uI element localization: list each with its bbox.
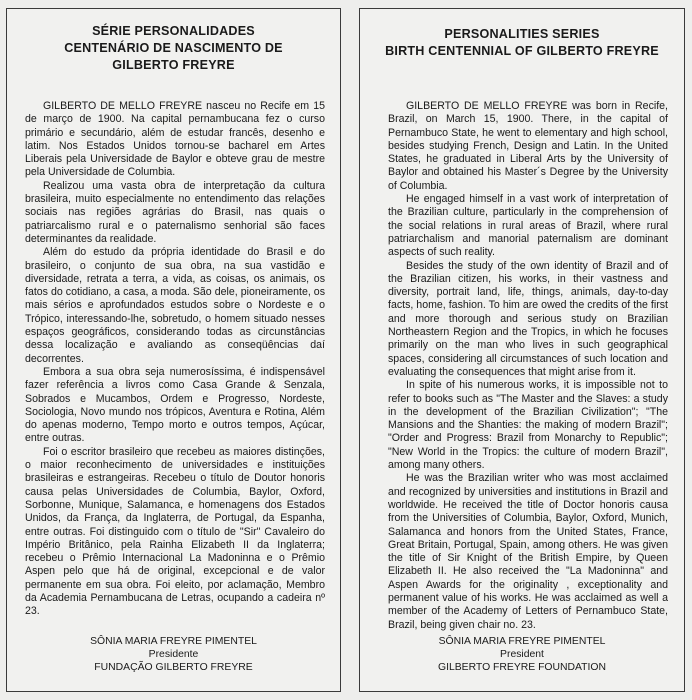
paragraph: Além do estudo da própria identidade do Brasil e do brasileiro, o conjunto de sua obra, na sua vastidão e diversidade, retrata a terra, a vida, as coisas, os animais, os fatos do cotidiano, a casa, a moda. São dele, pioneiramente, os mais sérios e aprofundados estudos sobre o Nordeste e o Trópico, interessando-lhe, sobretudo, o homem situado nesses espaços geográficos, considerando todas as circunstâncias dessa localização e avaliando as conseqüências daí decorrentes. [25, 246, 325, 365]
heading-line: SÉRIE PERSONALIDADES [92, 24, 255, 38]
signature-block [360, 635, 684, 674]
paragraph: He engaged himself in a vast work of interpretation of the Brazilian culture, particularly in the comprehension of the social relations in rural areas of Brazil, where rural patriarchalism and manorial paternalism are dominant aspects of such reality. [388, 193, 668, 259]
paragraph: Realizou uma vasta obra de interpretação da cultura brasileira, muito especialmente no entendimento das relações sociais nas regiões agrárias do Brasil, nas quais o patriarcalismo rural e o paternalismo senhorial são faces determinantes da realidade. [25, 179, 325, 245]
body-text [388, 100, 668, 632]
page-heading [360, 26, 684, 60]
paragraph: Foi o escritor brasileiro que recebeu as maiores distinções, o maior reconhecimento de universidades e instituições brasileiras e estrangeiras. Recebeu o título de Doutor honoris causa pelas Universidades de Columbia, Baylor, Oxford, Sorbonne, Munique, Salamanca, e homenagens dos Estados Unidos, da França, da Inglaterra, de Portugal, da Espanha, entre outras. Foi distinguido com o título de "Sir" Cavaleiro do Império Britânico, pela Rainha Elizabeth II da Inglaterra; recebeu o Prêmio Internacional La Madoninna e o Prêmio Aspen pelo que há de original, excepcional e de valor permanente em sua obra. Foi eleito, por aclamação, Membro da Academia Pernambucana de Letras, ocupando a cadeira nº 23. [25, 445, 325, 618]
signature-block [7, 635, 340, 674]
paragraph: GILBERTO DE MELLO FREYRE was born in Recife, Brazil, on March 15, 1900. There, in the capital of Pernambuco State, he went to elementary and high school, besides studying French, Design and Latin. In the United States, he graduated in Liberal Arts by the University of Baylor and obtained his Master´s Degree by the University of Columbia. [388, 100, 668, 192]
heading-line: BIRTH CENTENNIAL OF GILBERTO FREYRE [385, 44, 659, 58]
heading-line: PERSONALITIES SERIES [444, 27, 600, 41]
portuguese-page [6, 8, 341, 692]
signature-name: SÔNIA MARIA FREYRE PIMENTEL [90, 636, 257, 647]
english-page [359, 8, 685, 692]
heading-line: GILBERTO FREYRE [112, 58, 235, 72]
signature-role: Presidente [148, 649, 199, 660]
body-text [25, 100, 325, 619]
signature-org: FUNDAÇÃO GILBERTO FREYRE [94, 662, 253, 673]
signature-org: GILBERTO FREYRE FOUNDATION [437, 662, 606, 673]
signature-name: SÔNIA MARIA FREYRE PIMENTEL [438, 636, 606, 647]
paragraph: GILBERTO DE MELLO FREYRE nasceu no Recife em 15 de março de 1900. Na capital pernambucana fez o curso primário e secundário, além de estudar francês, desenho e latim. Nos Estados Unidos tornou-se bacharel em Artes Liberais pela Universidade de Baylor e obteve grau de mestre pela Universidade de Columbia. [25, 100, 325, 179]
paragraph: In spite of his numerous works, it is impossible not to refer to books such as "The Master and the Slaves: a study in the development of the Brazilian Civilization"; "The Mansions and the Shanties: the making of modern Brazil"; "Order and Progress: Brazil from Monarchy to Republic"; "New World in the Tropics: the culture of modern Brazil", among many others. [388, 379, 668, 472]
paragraph: Embora a sua obra seja numerosíssima, é indispensável fazer referência a livros como Casa Grande & Senzala, Sobrados e Mucambos, Ordem e Progresso, Nordeste, Sociologia, Novo mundo nos trópicos, Aventura e Rotina, Além do apenas moderno, Tempo morto e outros tempos, Açúcar, entre outras. [25, 365, 325, 445]
page-heading [7, 23, 340, 74]
heading-line: CENTENÁRIO DE NASCIMENTO DE [64, 41, 283, 55]
paragraph: He was the Brazilian writer who was most acclaimed and recognized by universities and institutions in Brazil and worldwide. He received the title of Doctor honoris causa from the Universities of Columbia, Baylor, Oxford, Munich, Salamanca and honors from the United States, France, Great Britain, Portugal, Spain, among others. He was given the title of Sir Knight of the British Empire, by Queen Elizabeth II. He also received the "La Madoninna" and Aspen Awards for the originality , exceptionality and permanent value of his works. He was acclaimed as well a member of the Academy of Letters of Pernambuco State, Brazil, being given chair no. 23. [388, 472, 668, 631]
signature-role: President [500, 649, 544, 660]
paragraph: Besides the study of the own identity of Brazil and of the Brazilian citizen, his works, in their vastness and diversity, portrait land, life, things, animals, day-to-day facts, home, fashion. To him are owed the credits of the first and more thorough and serious study on Brazilian Northeastern Region and the Tropics, in which he focuses primarily on the man who lives in such geographical spaces, considering all circumstances of such location and evaluating the consequences that might arise from it. [388, 259, 668, 378]
